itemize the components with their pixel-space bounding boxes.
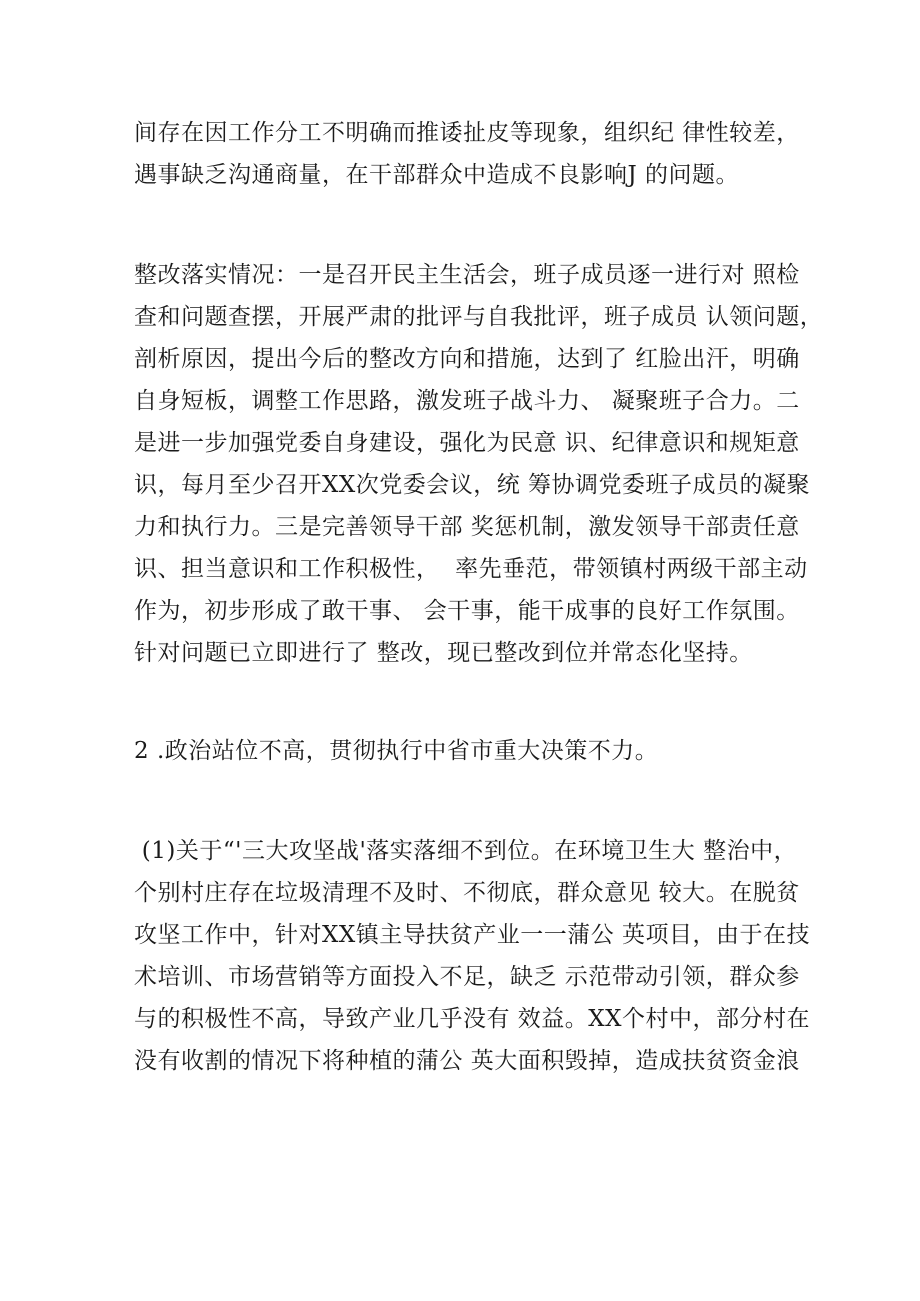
text-line: 术培训、市场营销等方面投入不足，缺乏 示范带动引领，群众参: [134, 964, 800, 990]
text-line: 剖析原因，提出今后的整改方向和措施，达到了 红脸出汗，明确: [134, 346, 800, 372]
text-line: 自身短板，调整工作思路，激发班子战斗力、 凝聚班子合力。二: [134, 388, 800, 414]
text-line: 识，每月至少召开XX次党委会议，统 筹协调党委班子成员的凝聚: [134, 472, 811, 498]
text-line: 与的积极性不高，导致产业几乎没有 效益。XX个村中，部分村在: [134, 1006, 811, 1032]
text-line: 整改落实情况：一是召开民主生活会，班子成员逐一进行对 照检: [134, 262, 800, 288]
text-line: 间存在因工作分工不明确而推诿扯皮等现象，组织纪 律性较差，: [134, 120, 800, 146]
text-line: 作为，初步形成了敢干事、 会干事，能干成事的良好工作氛围。: [134, 598, 800, 624]
text-line: 攻坚工作中，针对XX镇主导扶贫产业一一蒲公 英项目，由于在技: [134, 922, 811, 948]
text-line: 是进一步加强党委自身建设，强化为民意 识、纪律意识和规矩意: [134, 430, 800, 456]
text-line: 力和执行力。三是完善领导干部 奖惩机制，激发领导干部责任意: [134, 514, 800, 540]
text-line: 遇事缺乏沟通商量，在干部群众中造成不良影响J 的问题。: [134, 162, 740, 188]
text-line: 没有收割的情况下将种植的蒲公 英大面积毁掉，造成扶贫资金浪: [134, 1048, 800, 1074]
text-line: 针对问题已立即进行了 整改，现已整改到位并常态化坚持。: [134, 640, 753, 666]
text-line: (1)关于“'三大攻坚战'落实落细不到位。在环境卫生大 整治中，: [134, 838, 798, 864]
text-line: 个别村庄存在垃圾清理不及时、不彻底，群众意见 较大。在脱贫: [134, 880, 800, 906]
section-heading: 2 .政治站位不高，贯彻执行中省市重大决策不力。: [134, 738, 659, 764]
text-line: 识、担当意识和工作积极性， 率先垂范，带领镇村两级干部主动: [134, 556, 808, 582]
text-line: 查和问题查摆，开展严肃的批评与自我批评，班子成员 认领问题，: [134, 304, 824, 330]
